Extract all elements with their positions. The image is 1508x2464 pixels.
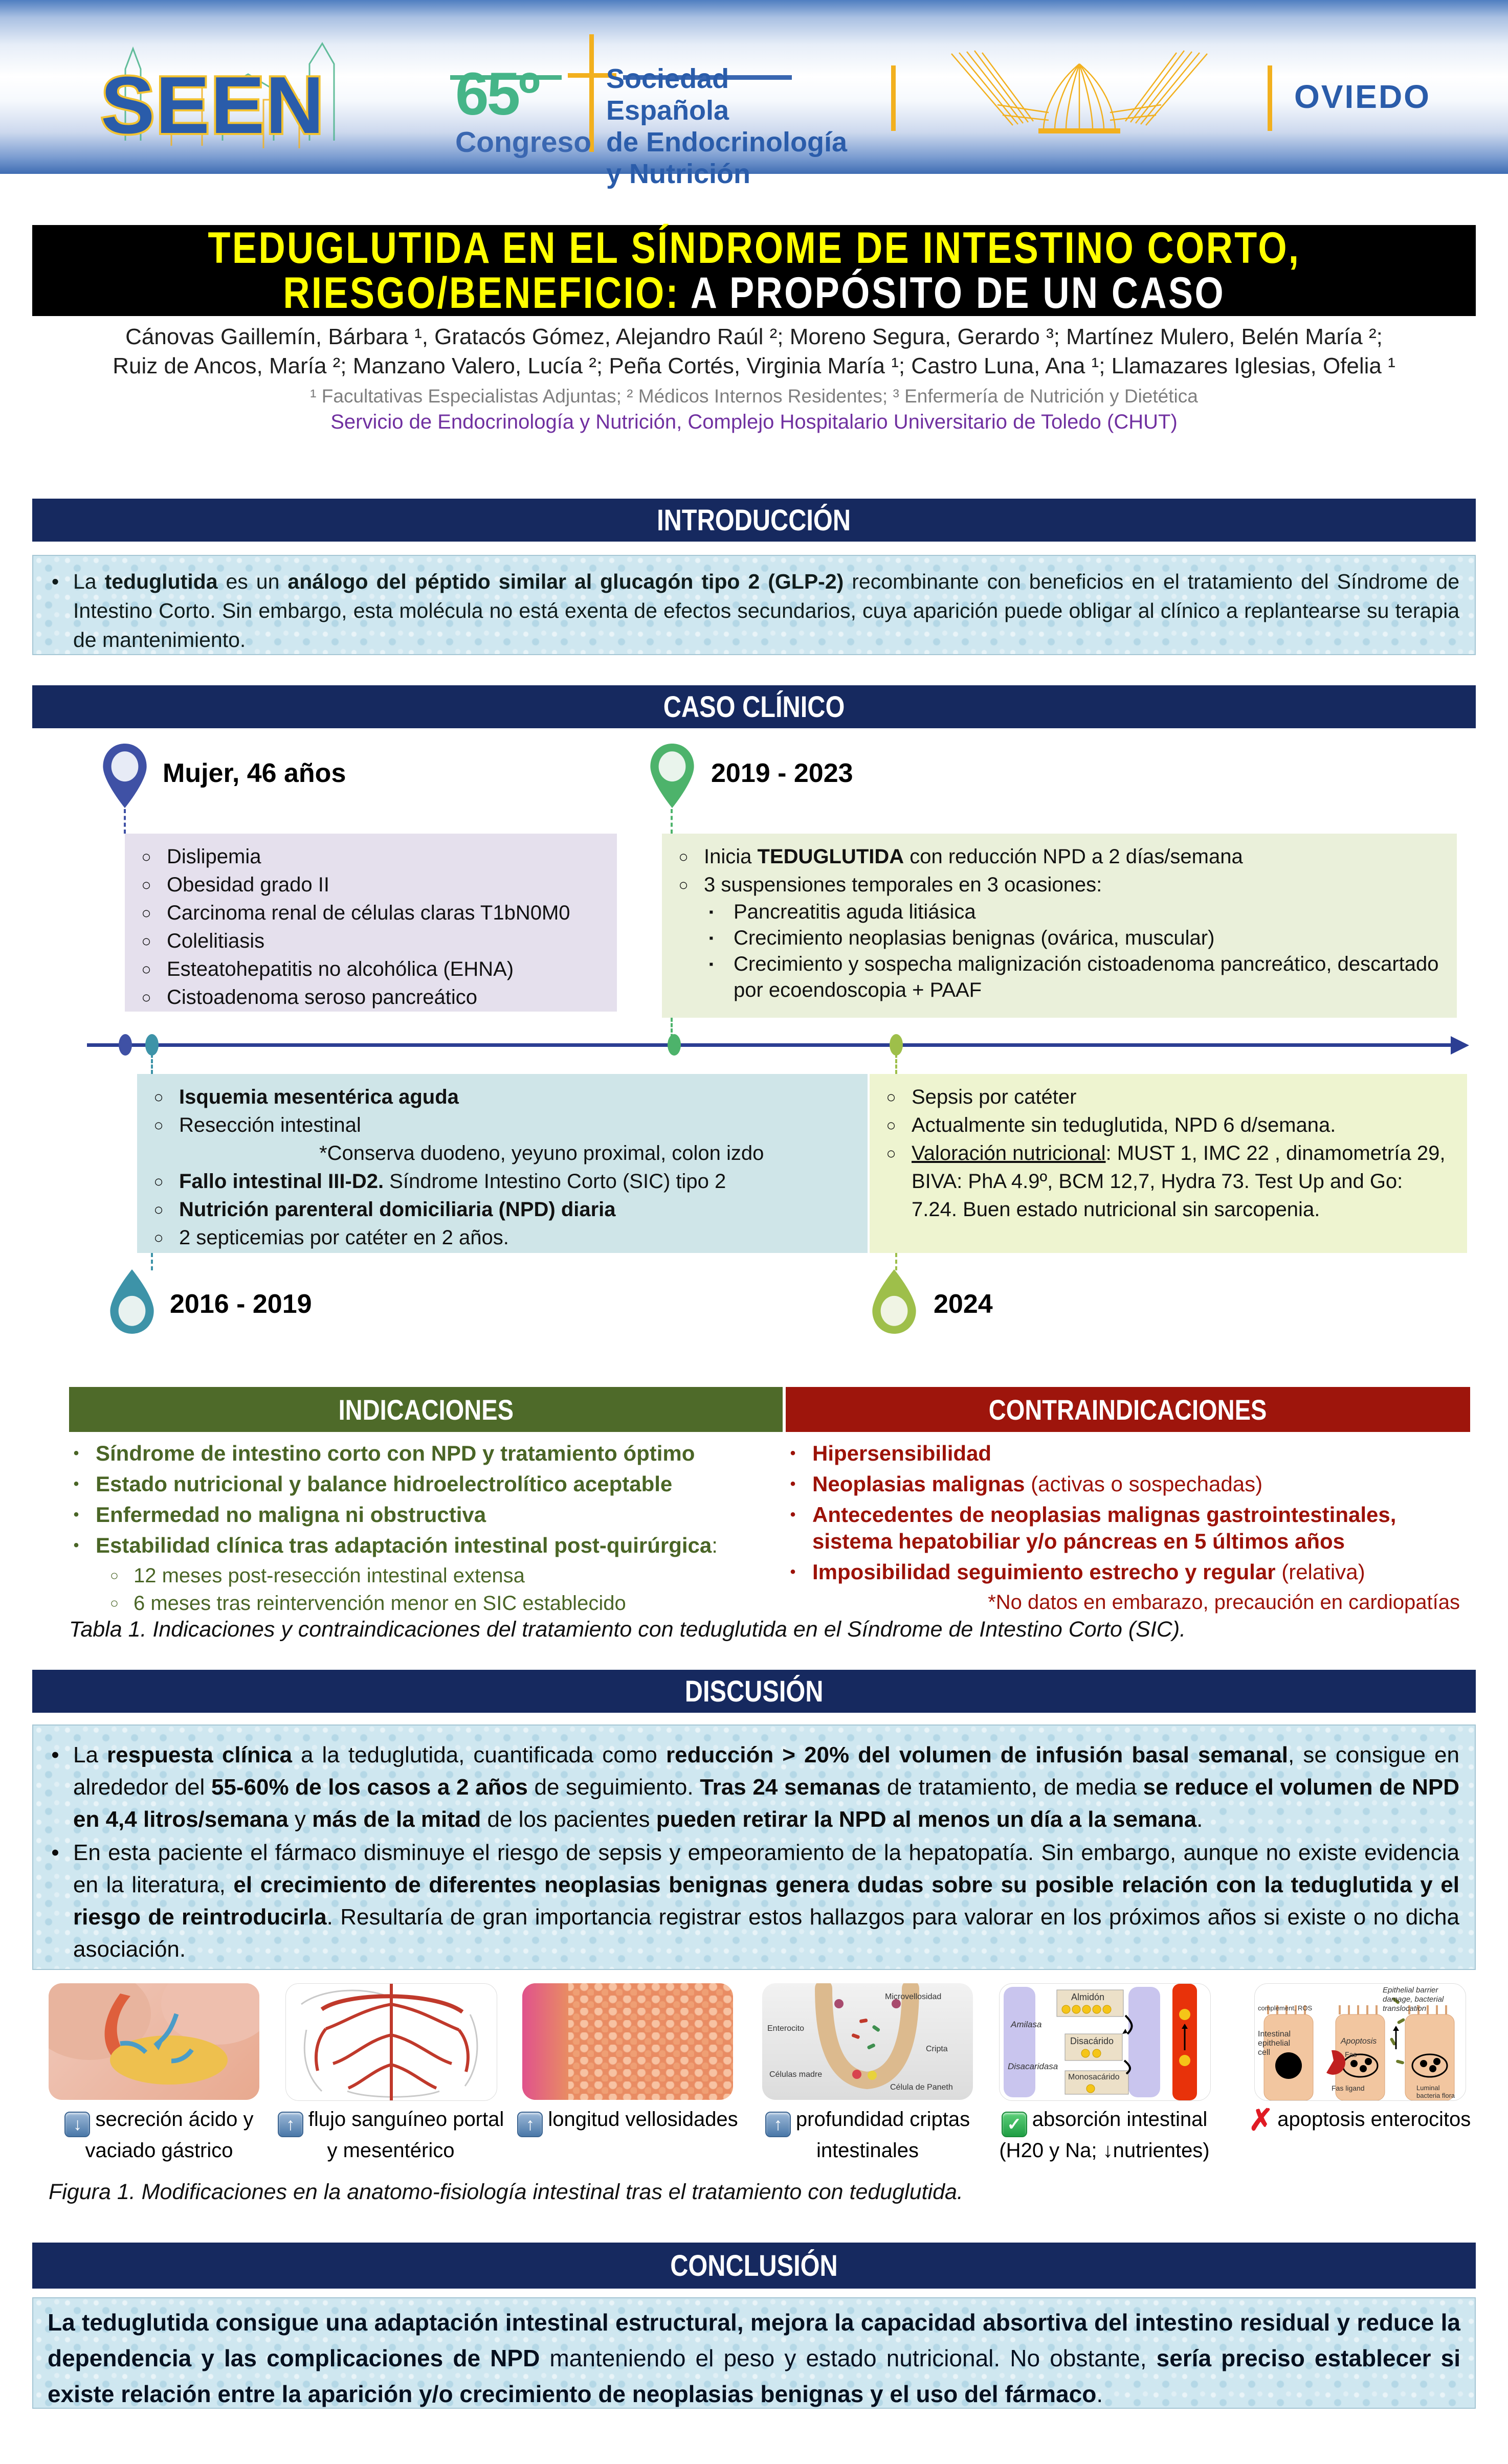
- panel-label: Intestinal epithelial cell: [1258, 2030, 1291, 2057]
- figure-caption-6: ✗ apoptosis enterocitos: [1248, 2103, 1471, 2137]
- sublist-item: ○ 6 meses tras reintervención menor en SIC establecido: [110, 1592, 626, 1615]
- up-arrow-icon: ↑: [517, 2112, 543, 2137]
- period-2019-2023-label: 2019 - 2023: [711, 758, 853, 788]
- tratamiento-box: [662, 834, 1457, 1018]
- period-2016-2019-label: 2016 - 2019: [170, 1289, 312, 1319]
- figure-caption-4: ↑ profundidad criptas intestinales: [750, 2106, 985, 2164]
- list-item: ○ 3 suspensiones temporales en 3 ocasiones:: [678, 873, 1102, 896]
- header-banner: [0, 0, 1508, 189]
- list-item: • Estado nutricional y balance hidroelectrolítico aceptable: [73, 1472, 673, 1496]
- list-item: ○ Actualmente sin teduglutida, NPD 6 d/semana.: [886, 1114, 1336, 1136]
- panel-label: Amilasa: [1011, 2020, 1042, 2029]
- panel-label: Fas: [1345, 2050, 1357, 2058]
- authors-line1: Cánovas Gaillemín, Bárbara ¹, Gratacós Gómez, Alejandro Raúl ²; Moreno Segura, Gerardo ³; Martínez Mulero, Belén María ²;: [125, 324, 1383, 349]
- list-item: ○ Sepsis por catéter: [886, 1086, 1077, 1108]
- map-pin-icon: [101, 743, 148, 810]
- society-line3: y Nutrición: [606, 159, 751, 189]
- discusion-paragraph-2: • En esta paciente el fármaco disminuye el riesgo de sepsis y empeoramiento de la hepatopatía. Sin embargo, aunque no existe evidencia en la literatura, el crecimiento de diferentes neoplasias benignas genera dudas sobre su posible relación con la teduglutida y el riesgo de reintroducirla. Resultaría de gran importancia registrar estos hallazgos para valorar en los próximos años si existe o no dicha asociación.: [51, 1840, 1459, 1962]
- timeline-dot: [668, 1034, 681, 1056]
- list-item: ○ Valoración nutricional: MUST 1, IMC 22 , dinamometría 29, BIVA: PhA 4.9º, BCM 12,7, Hydra 73. Test Up and Go: 7.24. Buen estado nutricional sin sarcopenia.: [886, 1142, 1446, 1221]
- list-item: ○ Colelitiasis: [141, 930, 265, 952]
- cirugia-box: [137, 1074, 868, 1253]
- panel-label: Almidón: [1071, 1992, 1105, 2002]
- timeline-dot: [890, 1034, 903, 1056]
- connector-line: [124, 809, 126, 834]
- section-caso-title: CASO CLÍNICO: [663, 690, 845, 724]
- panel-label: Apoptosis: [1341, 2037, 1377, 2046]
- timeline-line: [87, 1043, 1454, 1047]
- left-accent-bar: [891, 65, 896, 131]
- city-label: OVIEDO: [1294, 78, 1431, 115]
- society-line2: de Endocrinología: [606, 127, 848, 158]
- figure-panel-crypt: [762, 1983, 973, 2100]
- sublist-item: ▪ Pancreatitis aguda litiásica: [709, 901, 976, 923]
- list-item: ○ Dislipemia: [141, 845, 261, 868]
- discusion-box: [32, 1724, 1476, 1970]
- up-arrow-icon: ↑: [765, 2112, 791, 2137]
- timeline-arrow-icon: [1451, 1036, 1469, 1055]
- figure-panel-villi: [522, 1983, 733, 2100]
- sublist-item: ○ 12 meses post-resección intestinal extensa: [110, 1564, 525, 1587]
- indicaciones-list: [69, 1440, 783, 1618]
- affiliations: ¹ Facultativas Especialistas Adjuntas; ² Médicos Internos Residentes; ³ Enfermería de Nutrición y Dietética: [310, 386, 1198, 407]
- figura-caption: Figura 1. Modificaciones en la anatomo-fisiología intestinal tras el tratamiento con teduglutida.: [49, 2180, 963, 2204]
- list-item: ○ Resección intestinal: [153, 1114, 361, 1136]
- tabla-caption: Tabla 1. Indicaciones y contraindicaciones del tratamiento con teduglutida en el Síndrome de Intestino Corto (SIC).: [69, 1617, 1186, 1642]
- list-item: ○ 2 septicemias por catéter en 2 años.: [153, 1226, 509, 1249]
- patient-label: Mujer, 46 años: [163, 758, 346, 788]
- congress-logo: [450, 28, 859, 189]
- sublist-item: ▪ Crecimiento y sospecha malignización cistoadenoma pancreático, descartado por ecoendoscopia + PAAF: [709, 953, 1439, 1001]
- indicaciones-header: INDICACIONES: [69, 1387, 783, 1432]
- contraindicaciones-header: CONTRAINDICACIONES: [786, 1387, 1470, 1432]
- authors-line2: Ruiz de Ancos, María ²; Manzano Valero, Lucía ²; Peña Cortés, Virginia María ¹; Castro Luna, Ana ¹; Llamazares Iglesias, Ofelia ¹: [113, 353, 1395, 378]
- list-item: ○ Nutrición parenteral domiciliaria (NPD) diaria: [153, 1198, 616, 1221]
- map-pin-icon: [871, 1267, 918, 1335]
- figure-panel-apoptosis: [1254, 1983, 1466, 2101]
- section-discusion-title: DISCUSIÓN: [684, 1674, 824, 1708]
- map-pin-icon: [108, 1267, 156, 1335]
- panel-label: Disacaridasa: [1008, 2062, 1058, 2071]
- title-line1: TEDUGLUTIDA EN EL SÍNDROME DE INTESTINO CORTO,: [208, 223, 1300, 273]
- list-item: ○ Cistoadenoma seroso pancreático: [141, 986, 478, 1009]
- title-line2-highlight: RIESGO/BENEFICIO:: [283, 268, 680, 318]
- list-item: ○ Esteatohepatitis no alcohólica (EHNA): [141, 958, 514, 980]
- villi-shadow: [522, 1983, 568, 2100]
- congress-word: Congreso: [455, 126, 592, 159]
- introduccion-paragraph: • La teduglutida es un análogo del péptido similar al glucagón tipo 2 (GLP-2) recombinante con beneficios en el tratamiento del Síndrome de Intestino Corto. Sin embargo, esta molécula no está exenta de efectos secundarios, cuya aparición puede obligar al clínico a replantearse su terapia de mantenimiento.: [49, 567, 1459, 655]
- timeline-dot: [119, 1034, 132, 1056]
- panel-label: complement, ROS: [1258, 2004, 1313, 2012]
- section-conclusion-title: CONCLUSIÓN: [670, 2249, 838, 2282]
- list-item: ○ Carcinoma renal de células claras T1bN0M0: [141, 902, 570, 924]
- section-conclusion-bar: [32, 2243, 1476, 2289]
- section-caso-bar: [32, 685, 1476, 728]
- list-item: • Imposibilidad seguimiento estrecho y regular (relativa): [790, 1560, 1365, 1584]
- contra-note: *No datos en embarazo, precaución en cardiopatías: [988, 1591, 1460, 1614]
- figure-panel-vessels: [285, 1983, 497, 2101]
- conclusion-box: [32, 2297, 1476, 2409]
- situacion-actual-box: [870, 1074, 1467, 1253]
- panel-label: Célula de Paneth: [890, 2083, 953, 2092]
- list-item: • Síndrome de intestino corto con NPD y tratamiento óptimo: [73, 1441, 695, 1465]
- list-note: *Conserva duodeno, yeyuno proximal, colon izdo: [319, 1142, 764, 1164]
- introduccion-box: [32, 555, 1476, 655]
- figure-panel-stomach: [49, 1983, 259, 2100]
- congress-number: 65º: [455, 60, 539, 128]
- figure-caption-3: ↑ longitud vellosidades: [510, 2106, 745, 2137]
- institution: Servicio de Endocrinología y Nutrición, Complejo Hospitalario Universitario de Toledo (CHUT): [330, 411, 1178, 433]
- authors-block: [32, 322, 1476, 435]
- cross-icon: ✗: [1248, 2103, 1274, 2137]
- section-introduccion-title: INTRODUCCIÓN: [657, 503, 851, 537]
- panel-label: Luminal bacteria flora: [1416, 2084, 1455, 2099]
- panel-label: Microvellosidad: [885, 1992, 942, 2001]
- conclusion-paragraph: La teduglutida consigue una adaptación intestinal estructural, mejora la capacidad absortiva del intestino residual y reduce la dependencia y las complicaciones de NPD manteniendo el peso y estado nutricional. No obstante, sería preciso establecer si existe relación entre la aparición y/o crecimiento de neoplasias benignas y el uso del fármaco.: [48, 2309, 1461, 2407]
- list-item: ○ Obesidad grado II: [141, 873, 329, 896]
- list-item: ○ Isquemia mesentérica aguda: [153, 1086, 459, 1108]
- timeline-dot: [145, 1034, 159, 1056]
- antecedentes-box: [125, 834, 617, 1012]
- poster-title: [32, 225, 1476, 316]
- svg-text:SEEN: SEEN: [101, 60, 325, 150]
- check-icon: ✓: [1002, 2112, 1027, 2137]
- panel-label: Cripta: [926, 2045, 948, 2053]
- list-item: ○ Fallo intestinal III-D2. Síndrome Intestino Corto (SIC) tipo 2: [153, 1170, 726, 1193]
- discusion-paragraph-1: • La respuesta clínica a la teduglutida, cuantificada como reducción > 20% del volumen de infusión basal semanal, se consigue en alrededor del 55-60% de los casos a 2 años de seguimiento. Tras 24 semanas de tratamiento, de media se reduce el volumen de NPD en 4,4 litros/semana y más de la mitad de los pacientes pueden retirar la NPD al menos un día a la semana.: [51, 1742, 1460, 1832]
- title-line2-rest: A PROPÓSITO DE UN CASO: [679, 268, 1225, 318]
- list-item: • Neoplasias malignas (activas o sospechadas): [790, 1472, 1263, 1496]
- list-item: • Enfermedad no maligna ni obstructiva: [73, 1503, 486, 1527]
- contraindicaciones-list: [786, 1440, 1470, 1615]
- list-item: • Antecedentes de neoplasias malignas gastrointestinales, sistema hepatobiliar y/o páncreas en 5 últimos años: [790, 1503, 1396, 1553]
- bullet-icon: •: [51, 570, 59, 593]
- right-accent-bar: [1268, 65, 1272, 131]
- list-item: ○ Inicia TEDUGLUTIDA con reducción NPD a 2 días/semana: [678, 845, 1243, 868]
- panel-label: Monosacárido: [1068, 2073, 1120, 2081]
- figure-caption-2: ↑ flujo sanguíneo portal y mesentérico: [273, 2106, 508, 2164]
- panel-label: Fas ligand: [1332, 2084, 1365, 2092]
- section-introduccion-bar: [32, 499, 1476, 542]
- panel-label: Epithelial barrier damage, bacterial translocation: [1383, 1986, 1444, 2013]
- down-arrow-icon: ↓: [64, 2112, 90, 2137]
- figure-panel-absorption: [999, 1983, 1211, 2101]
- panel-label: Disacárido: [1070, 2036, 1114, 2046]
- seen-logo: [95, 28, 366, 164]
- section-discusion-bar: [32, 1670, 1476, 1713]
- period-2024-label: 2024: [934, 1289, 993, 1319]
- connector-line: [671, 809, 673, 834]
- panel-label: Células madre: [769, 2070, 823, 2079]
- figure-caption-1: ↓ secreción ácido y vaciado gástrico: [41, 2106, 277, 2164]
- oviedo-building-icon: [921, 43, 1238, 136]
- list-item: • Hipersensibilidad: [790, 1441, 992, 1465]
- figure-caption-5: ✓ absorción intestinal (H20 y Na; ↓nutrientes): [999, 2108, 1210, 2162]
- panel-label: Enterocito: [767, 2024, 805, 2033]
- sublist-item: ▪ Crecimiento neoplasias benignas (ovárica, muscular): [709, 927, 1215, 949]
- up-arrow-icon: ↑: [278, 2112, 303, 2137]
- map-pin-icon: [649, 743, 696, 810]
- list-item: • Estabilidad clínica tras adaptación intestinal post-quirúrgica:: [73, 1533, 718, 1557]
- society-line1: Sociedad Española: [606, 63, 729, 126]
